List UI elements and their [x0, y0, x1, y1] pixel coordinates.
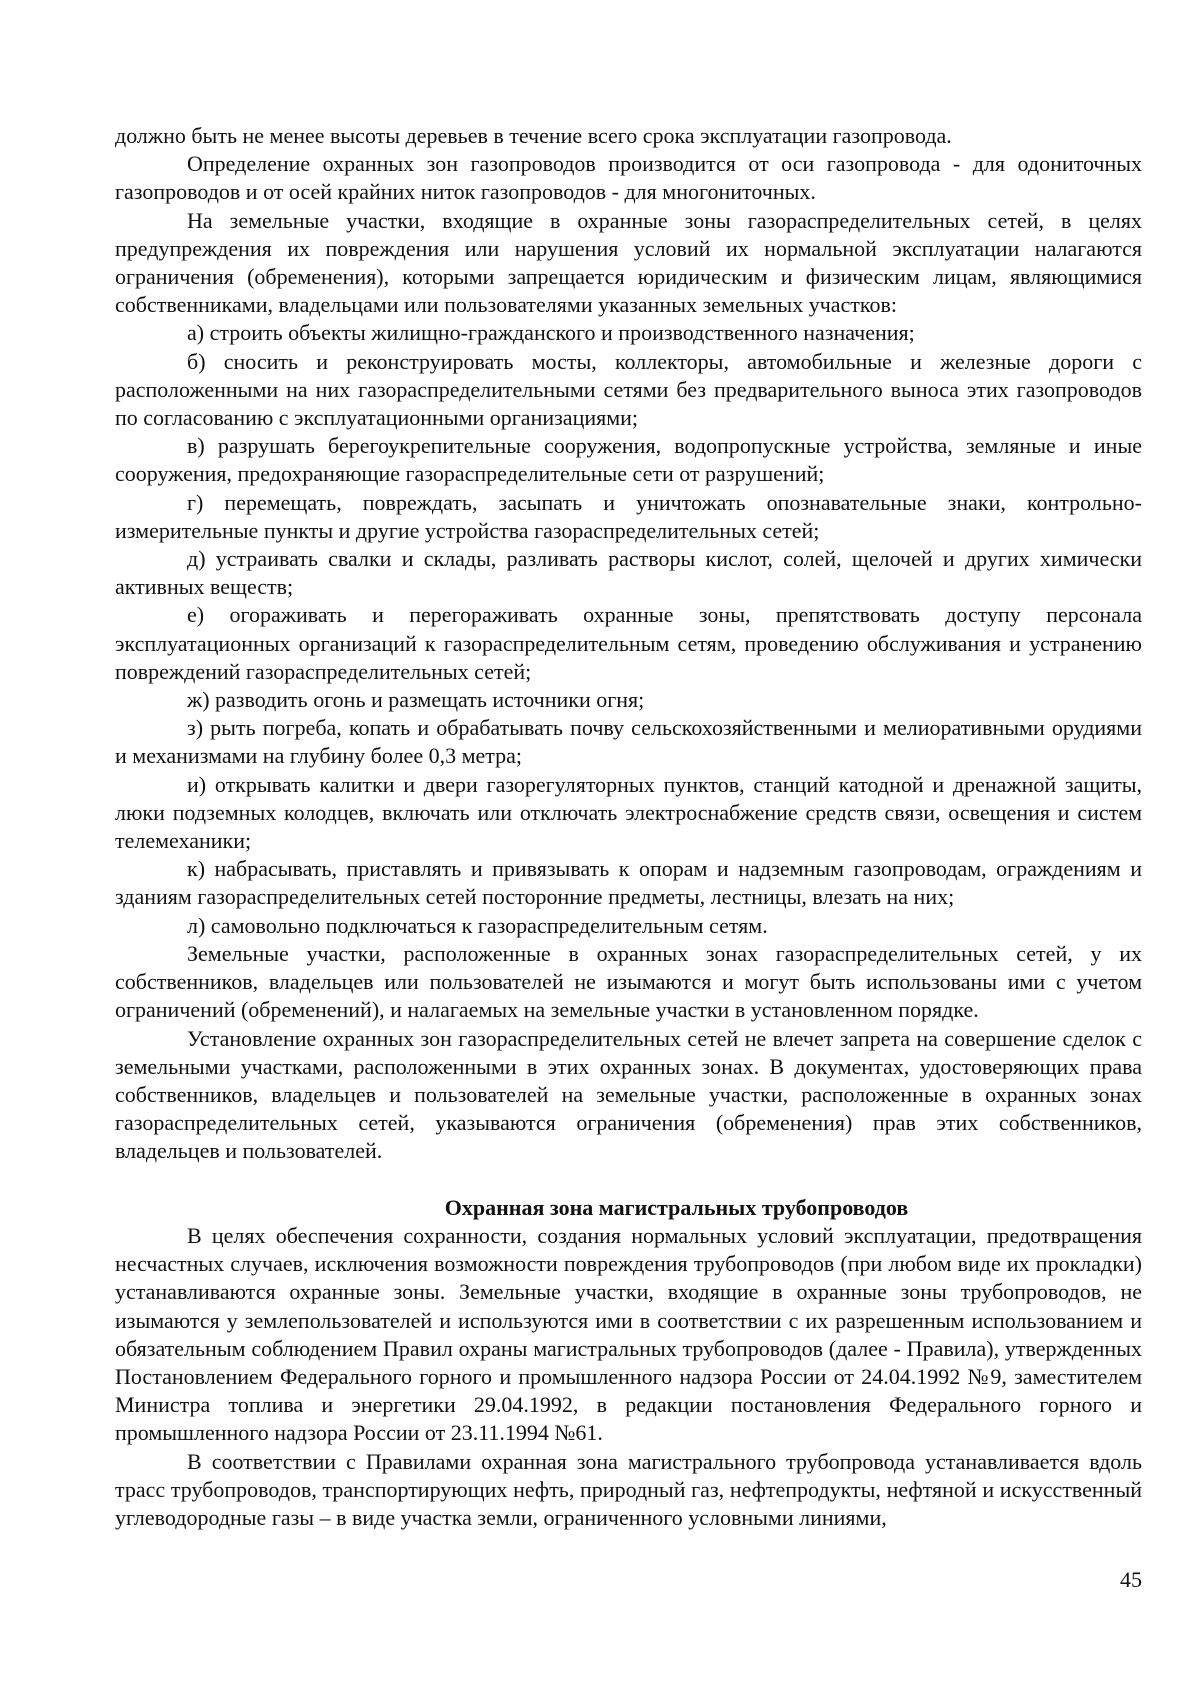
section-heading: Охранная зона магистральных трубопроводов [444, 1194, 909, 1220]
paragraph: В целях обеспечения сохранности, создания нормальных условий эксплуатации, предотвращения несчастных случаев, исключения возможности повреждения трубопроводов (при любом виде их прокладки) устанавливаются охранные зоны. Земельные участки, входящие в охранные зоны трубопроводов, не изымаются у землепользователей и используются ими в соответствии с их разрешенным использованием и обязательным соблюдением Правил охраны магистральных трубопроводов (далее - Правила), утвержденных Постановлением Федерального горного и промышленного надзора России от 24.04.1992 №9, заместителем Министра топлива и энергетики 29.04.1992, в редакции постановления Федерального горного и промышленного надзора России от 23.11.1994 №61. [115, 1222, 1142, 1446]
paragraph: в) разрушать берегоукрепительные сооружения, водопропускные устройства, земляные и иные сооружения, предохраняющие газораспределительные сети от разрушений; [115, 433, 1142, 487]
paragraph: е) огораживать и перегораживать охранные зоны, препятствовать доступу персонала эксплуатационных организаций к газораспределительным сетям, проведению обслуживания и устранению повреждений газораспределительных сетей; [115, 602, 1142, 684]
page-number: 45 [1120, 1567, 1142, 1592]
text-block-main-pipelines [115, 1222, 1142, 1532]
paragraph: Определение охранных зон газопроводов производится от оси газопровода - для одониточных газопроводов и от осей крайних ниток газопроводов - для многониточных. [115, 151, 1142, 205]
paragraph: л) самовольно подключаться к газораспределительным сетям. [187, 912, 768, 938]
paragraph: должно быть не менее высоты деревьев в течение всего срока эксплуатации газопровода. [115, 123, 952, 148]
page-body [115, 122, 1142, 1532]
paragraph: к) набрасывать, приставлять и привязывать к опорам и надземным газопроводам, ограждениям и зданиям газораспределительных сетей посторонние предметы, лестницы, влезать на них; [115, 856, 1142, 910]
paragraph: д) устраивать свалки и склады, разливать растворы кислот, солей, щелочей и других химически активных веществ; [115, 546, 1142, 600]
text-block-gas-distribution [115, 122, 1142, 1166]
paragraph: б) сносить и реконструировать мосты, коллекторы, автомобильные и железные дороги с расположенными на них газораспределительными сетями без предварительного выноса этих газопроводов по согласованию с эксплуатационными организациями; [115, 348, 1142, 431]
paragraph: а) строить объекты жилищно-гражданского и производственного назначения; [187, 320, 915, 346]
paragraph: Установление охранных зон газораспределительных сетей не влечет запрета на совершение сделок с земельными участками, расположенными в этих охранных зонах. В документах, удостоверяющих права собственников, владельцев и пользователей на земельные участки, расположенные в охранных зонах газораспределительных сетей, указываются ограничения (обременения) прав этих собственников, владельцев и пользователей. [115, 1025, 1142, 1164]
paragraph: Земельные участки, расположенные в охранных зонах газораспределительных сетей, у их собственников, владельцев или пользователей не изымаются и могут быть использованы ими с учетом ограничений (обременений), и налагаемых на земельные участки в установленном порядке. [115, 940, 1142, 1023]
paragraph: з) рыть погреба, копать и обрабатывать почву сельскохозяйственными и мелиоративными орудиями и механизмами на глубину более 0,3 метра; [115, 715, 1142, 769]
paragraph: и) открывать калитки и двери газорегуляторных пунктов, станций катодной и дренажной защиты, люки подземных колодцев, включать или отключать электроснабжение средств связи, освещения и систем телемеханики; [115, 771, 1142, 854]
paragraph: ж) разводить огонь и размещать источники огня; [187, 687, 645, 713]
paragraph: г) перемещать, повреждать, засыпать и уничтожать опознавательные знаки, контрольно-измерительные пункты и другие устройства газораспределительных сетей; [115, 489, 1142, 543]
paragraph: На земельные участки, входящие в охранные зоны газораспределительных сетей, в целях предупреждения их повреждения или нарушения условий их нормальной эксплуатации налагаются ограничения (обременения), которыми запрещается юридическим и физическим лицам, являющимися собственниками, владельцами или пользователями указанных земельных участков: [115, 207, 1142, 318]
paragraph: В соответствии с Правилами охранная зона магистрального трубопровода устанавливается вдоль трасс трубопроводов, транспортирующих нефть, природный газ, нефтепродукты, нефтяной и искусственный углеводородные газы – в виде участка земли, ограниченного условными линиями, [115, 1448, 1142, 1530]
